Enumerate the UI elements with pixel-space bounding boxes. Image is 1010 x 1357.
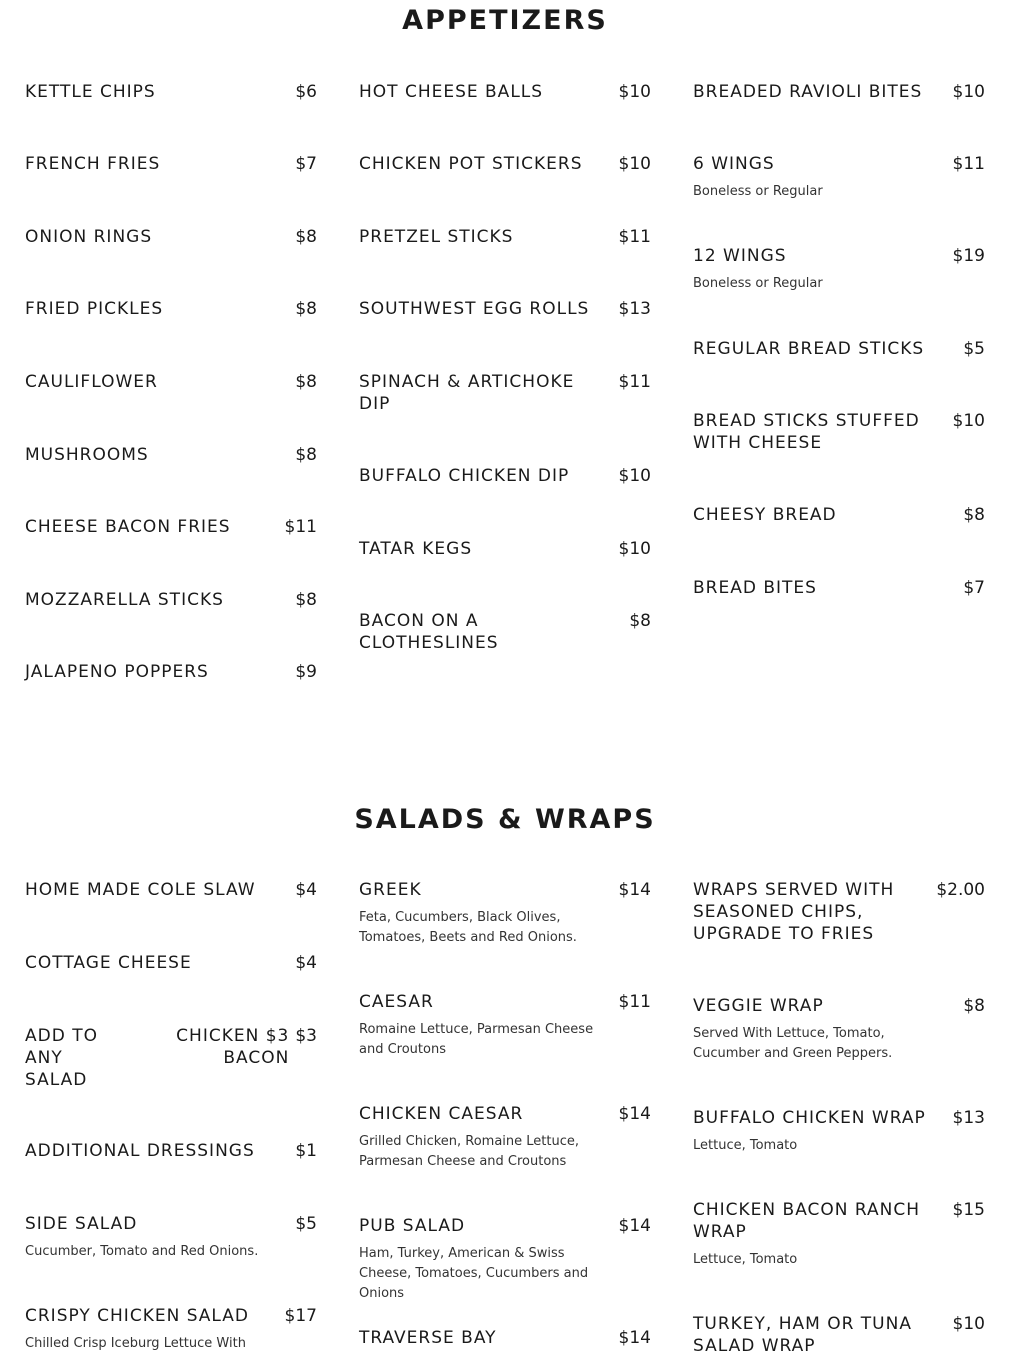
- menu-item: [25, 1025, 317, 1091]
- item-name: MUSHROOMS: [25, 445, 149, 465]
- item-price: $10: [618, 82, 651, 102]
- item-name: ONION RINGS: [25, 227, 153, 247]
- item-name: 6 WINGS: [693, 154, 775, 174]
- item-name: 12 WINGS: [693, 246, 787, 266]
- item-name: WRAPS SERVED WITH SEASONED CHIPS, UPGRADE TO FRIES: [693, 880, 895, 944]
- menu-item: [25, 516, 317, 538]
- menu-item: [25, 444, 317, 466]
- item-description: Grilled Chicken, Romaine Lettuce, Parmesan Cheese and Croutons: [359, 1134, 580, 1169]
- item-description: Chilled Crisp Iceburg Lettuce With: [25, 1336, 246, 1351]
- item-price: $10: [952, 411, 985, 431]
- item-description: Lettuce, Tomato: [693, 1138, 798, 1153]
- item-name: CAESAR: [359, 992, 434, 1012]
- item-price: $7: [963, 578, 985, 598]
- item-price: $4: [295, 880, 317, 900]
- item-name: PUB SALAD: [359, 1216, 466, 1236]
- item-price: $15: [952, 1200, 985, 1220]
- item-name: GREEK: [359, 880, 422, 900]
- item-price: $17: [284, 1306, 317, 1326]
- menu-item: [25, 589, 317, 611]
- item-description: Feta, Cucumbers, Black Olives, Tomatoes, Beets and Red Onions.: [359, 910, 577, 945]
- item-name: JALAPENO POPPERS: [25, 662, 209, 682]
- menu-item: [359, 1103, 651, 1172]
- item-name: BACON ON A CLOTHESLINES: [359, 611, 499, 653]
- item-price: $5: [295, 1214, 317, 1234]
- item-addon: CHICKEN $3 BACON: [176, 1026, 290, 1068]
- menu-item: [693, 1199, 985, 1270]
- menu-item: [693, 995, 985, 1064]
- item-name: CHEESE BACON FRIES: [25, 517, 231, 537]
- item-name: TRAVERSE BAY: [359, 1328, 497, 1348]
- menu-item: [359, 81, 651, 103]
- item-name: FRIED PICKLES: [25, 299, 164, 319]
- item-name: REGULAR BREAD STICKS: [693, 339, 925, 359]
- item-description: Lettuce, Tomato: [693, 1252, 798, 1267]
- item-description: Ham, Turkey, American & Swiss Cheese, Tomatoes, Cucumbers and Onions: [359, 1246, 589, 1301]
- menu-item: [693, 81, 985, 103]
- item-price: $3: [295, 1026, 317, 1046]
- menu-item: [25, 1140, 317, 1162]
- menu-item: [359, 538, 651, 560]
- item-price: $2.00: [936, 880, 985, 900]
- appetizers-heading: APPETIZERS: [402, 5, 608, 36]
- menu-item: [25, 1213, 317, 1262]
- menu-item: [693, 577, 985, 599]
- menu-item: [359, 298, 651, 320]
- menu-item: [359, 610, 651, 654]
- menu-item: [25, 952, 317, 974]
- item-description: Boneless or Regular: [693, 276, 823, 291]
- item-name: CHICKEN CAESAR: [359, 1104, 524, 1124]
- item-price: $5: [963, 339, 985, 359]
- item-price: $11: [952, 154, 985, 174]
- item-price: $10: [618, 154, 651, 174]
- item-price: $8: [295, 299, 317, 319]
- menu-item: [25, 661, 317, 683]
- item-price: $10: [952, 82, 985, 102]
- item-name: SIDE SALAD: [25, 1214, 138, 1234]
- item-price: $14: [618, 880, 651, 900]
- item-price: $6: [295, 82, 317, 102]
- menu-item: [693, 410, 985, 454]
- item-price: $7: [295, 154, 317, 174]
- menu-item: [25, 1305, 317, 1354]
- menu-item: [25, 153, 317, 175]
- item-price: $14: [618, 1104, 651, 1124]
- item-name: VEGGIE WRAP: [693, 996, 824, 1016]
- item-name: MOZZARELLA STICKS: [25, 590, 224, 610]
- item-price: $11: [284, 517, 317, 537]
- item-price: $8: [963, 505, 985, 525]
- item-name: PRETZEL STICKS: [359, 227, 514, 247]
- item-name: BREADED RAVIOLI BITES: [693, 82, 923, 102]
- menu-item: [693, 153, 985, 202]
- item-price: $9: [295, 662, 317, 682]
- menu-item: [359, 226, 651, 248]
- item-price: $13: [952, 1108, 985, 1128]
- item-price: $13: [618, 299, 651, 319]
- item-name: BREAD STICKS STUFFED WITH CHEESE: [693, 411, 920, 453]
- item-name: BUFFALO CHICKEN WRAP: [693, 1108, 926, 1128]
- item-price: $8: [295, 227, 317, 247]
- item-name: CHICKEN POT STICKERS: [359, 154, 583, 174]
- item-name: SPINACH & ARTICHOKE DIP: [359, 372, 575, 414]
- menu-item: [693, 1107, 985, 1156]
- item-description: Romaine Lettuce, Parmesan Cheese and Croutons: [359, 1022, 594, 1057]
- item-price: $8: [295, 372, 317, 392]
- menu-item: [25, 81, 317, 103]
- menu-item: [25, 879, 317, 901]
- item-description: Cucumber, Tomato and Red Onions.: [25, 1244, 259, 1259]
- menu-item: [25, 226, 317, 248]
- item-description: Boneless or Regular: [693, 184, 823, 199]
- item-price: $14: [618, 1216, 651, 1236]
- menu-item: [359, 153, 651, 175]
- menu-item: [359, 991, 651, 1060]
- item-name: FRENCH FRIES: [25, 154, 161, 174]
- menu-item: [25, 298, 317, 320]
- item-name: BREAD BITES: [693, 578, 817, 598]
- menu-item: [359, 1215, 651, 1304]
- item-price: $10: [952, 1314, 985, 1334]
- item-name: TATAR KEGS: [359, 539, 473, 559]
- item-price: $10: [618, 466, 651, 486]
- item-price: $14: [618, 1328, 651, 1348]
- item-price: $8: [295, 590, 317, 610]
- item-price: $19: [952, 246, 985, 266]
- item-price: $8: [629, 611, 651, 631]
- item-name: ADD TO ANY SALAD: [25, 1026, 98, 1090]
- menu-item: [693, 1313, 985, 1357]
- menu-item: [693, 879, 985, 945]
- item-name: ADDITIONAL DRESSINGS: [25, 1141, 255, 1161]
- menu-item: [25, 371, 317, 393]
- menu-item: [359, 371, 651, 415]
- item-name: CHEESY BREAD: [693, 505, 837, 525]
- item-name: CAULIFLOWER: [25, 372, 158, 392]
- item-description: Served With Lettuce, Tomato, Cucumber and Green Peppers.: [693, 1026, 893, 1061]
- item-name: CRISPY CHICKEN SALAD: [25, 1306, 250, 1326]
- item-name: BUFFALO CHICKEN DIP: [359, 466, 570, 486]
- item-price: $1: [295, 1141, 317, 1161]
- menu-item: [693, 338, 985, 360]
- item-price: $11: [618, 992, 651, 1012]
- menu-item: [359, 1327, 651, 1349]
- item-price: $10: [618, 539, 651, 559]
- item-price: $11: [618, 227, 651, 247]
- item-price: $4: [295, 953, 317, 973]
- item-name: COTTAGE CHEESE: [25, 953, 192, 973]
- menu-item: [693, 245, 985, 294]
- menu-item: [359, 879, 651, 948]
- salads-wraps-heading: SALADS & WRAPS: [354, 804, 656, 835]
- item-name: SOUTHWEST EGG ROLLS: [359, 299, 590, 319]
- item-name: KETTLE CHIPS: [25, 82, 156, 102]
- item-name: HOT CHEESE BALLS: [359, 82, 544, 102]
- item-price: $8: [295, 445, 317, 465]
- item-price: $8: [963, 996, 985, 1016]
- menu-item: [359, 465, 651, 487]
- menu-item: [693, 504, 985, 526]
- item-name: HOME MADE COLE SLAW: [25, 880, 256, 900]
- item-name: TURKEY, HAM OR TUNA SALAD WRAP: [693, 1314, 912, 1356]
- item-name: CHICKEN BACON RANCH WRAP: [693, 1200, 921, 1242]
- item-price: $11: [618, 372, 651, 392]
